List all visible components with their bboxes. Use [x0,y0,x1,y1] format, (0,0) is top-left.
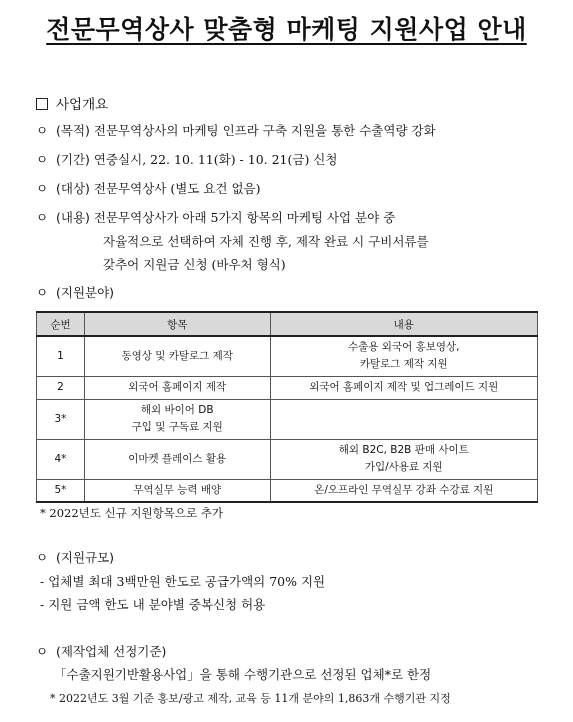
table-row [37,399,538,439]
row-item: 해외 바이어 DB 구입 및 구독료 지원 [84,399,270,439]
column-header-no: 순번 [37,312,85,336]
criteria-note: * 2022년도 3월 기준 홍보/광고 제작, 교육 등 11개 분야의 1,863개 수행기관 지정 [50,692,451,705]
bullet-content: ㅇ (내용) 전문무역상사가 아래 5가지 항목의 마케팅 사업 분야 중 [36,206,566,229]
circle-bullet-icon: ㅇ [36,210,49,225]
row-no: 4* [37,439,85,479]
bullet-support-areas: ㅇ (지원분야) [36,281,566,304]
criteria-text: 「수출지원기반활용사업」을 통해 수행기관으로 선정된 업체*로 한정 [54,667,432,682]
table-header-row [37,312,538,336]
table-row [37,336,538,376]
column-header-item: 항목 [84,312,270,336]
row-no: 5* [37,479,85,502]
bullet-vendor-criteria: ㅇ (제작업체 선정기준) [36,640,566,663]
section-overview-heading: 사업개요 [36,93,108,113]
row-item: 동영상 및 카탈로그 제작 [84,336,270,376]
bullet-period: ㅇ (기간) 연중실시, 22. 10. 11(화) - 10. 21(금) 신청 [36,148,566,171]
content-continuation-2: 갖추어 지원금 신청 (바우처 형식) [103,257,286,272]
bullet-target: ㅇ (대상) 전문무역상사 (별도 요건 없음) [36,177,566,200]
row-item: 이마켓 플레이스 활용 [84,439,270,479]
row-item: 외국어 홈페이지 제작 [84,376,270,399]
circle-bullet-icon: ㅇ [36,123,49,138]
row-item: 무역실무 능력 배양 [84,479,270,502]
bullet-support-scale: ㅇ (지원규모) [36,546,566,569]
circle-bullet-icon: ㅇ [36,285,49,300]
row-no: 3* [37,399,85,439]
circle-bullet-icon: ㅇ [36,644,49,659]
table-footnote: * 2022년도 신규 지원항목으로 추가 [40,506,223,520]
circle-bullet-icon: ㅇ [36,152,49,167]
table-row [37,439,538,479]
scale-item-2: - 지원 금액 한도 내 분야별 중복신청 허용 [40,597,266,612]
column-header-content: 내용 [270,312,537,336]
row-content [270,399,537,439]
table-row [37,376,538,399]
table-row [37,479,538,502]
page-title: 전문무역상사 맞춤형 마케팅 지원사업 안내 [46,15,527,44]
row-content: 외국어 홈페이지 제작 및 업그레이드 지원 [270,376,537,399]
row-content: 온/오프라인 무역실무 강좌 수강료 지원 [270,479,537,502]
row-no: 2 [37,376,85,399]
bullet-purpose: ㅇ (목적) 전문무역상사의 마케팅 인프라 구축 지원을 통한 수출역량 강화 [36,119,566,142]
scale-item-1: - 업체별 최대 3백만원 한도로 공급가액의 70% 지원 [40,574,326,589]
row-content: 수출용 외국어 홍보영상, 카탈로그 제작 지원 [270,336,537,376]
support-areas-table [36,311,538,503]
checkbox-square-icon [36,98,48,110]
content-continuation-1: 자율적으로 선택하여 자체 진행 후, 제작 완료 시 구비서류를 [103,234,429,249]
row-no: 1 [37,336,85,376]
circle-bullet-icon: ㅇ [36,550,49,565]
row-content: 해외 B2C, B2B 판매 사이트 가입/사용료 지원 [270,439,537,479]
circle-bullet-icon: ㅇ [36,181,49,196]
